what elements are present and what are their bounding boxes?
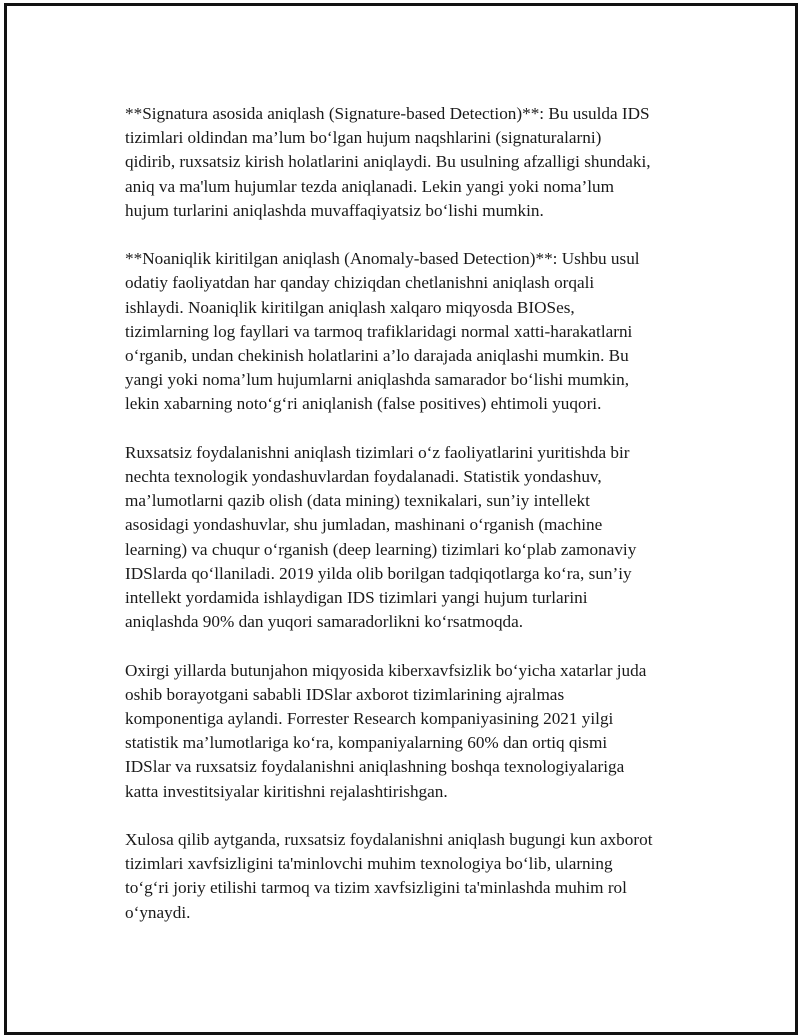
paragraph-signature-detection: **Signatura asosida aniqlash (Signature-based Detection)**: Bu usulda IDS tizimlari oldindan ma’lum bo‘lgan hujum naqshlarini (signaturalarni) qidirib, ruxsatsiz kirish holatlarini aniqlaydi. Bu usulning afzalligi shundaki, aniq va ma'lum hujumlar tezda aniqlanadi. Lekin yangi yoki noma’lum hujum turlarini aniqlashda muvaffaqiyatsiz bo‘lishi mumkin.: [125, 104, 651, 220]
paragraph-conclusion: Xulosa qilib aytganda, ruxsatsiz foydalanishni aniqlash bugungi kun axborot tizimlari xavfsizligini ta'minlovchi muhim texnologiya bo‘lib, ularning to‘g‘ri joriy etilishi tarmoq va tizim xavfsizligini ta'minlashda muhim rol o‘ynaydi.: [125, 830, 653, 922]
paragraph-recent-years: Oxirgi yillarda butunjahon miqyosida kiberxavfsizlik bo‘yicha xatarlar juda oshib borayotgani sababli IDSlar axborot tizimlarining ajralmas komponentiga aylandi. Forrester Research kompaniyasining 2021 yilgi statistik ma’lumotlariga ko‘ra, kompaniyalarning 60% dan ortiq qismi IDSlar va ruxsatsiz foydalanishni aniqlashning boshqa texnologiyalariga katta investitsiyalar kiritishni rejalashtirishgan.: [125, 660, 647, 801]
paragraph-anomaly-detection: **Noaniqlik kiritilgan aniqlash (Anomaly-based Detection)**: Ushbu usul odatiy faoliyatdan har qanday chiziqdan chetlanishni aniqlash orqali ishlaydi. Noaniqlik kiritilgan aniqlash xalqaro miqyosda BIOSes, tizimlarning log fayllari va tarmoq trafiklaridagi normal xatti-harakatlarni o‘rganib, undan chekinish holatlarini a’lo darajada aniqlashi mumkin. Bu yangi yoki noma’lum hujumlarni aniqlashda samarador bo‘lishi mumkin, lekin xabarning noto‘g‘ri aniqlanish (false positives) ehtimoli yuqori.: [125, 249, 640, 414]
document-body: [125, 102, 691, 949]
page-frame: [4, 3, 798, 1035]
paragraph-technologies: Ruxsatsiz foydalanishni aniqlash tizimlari o‘z faoliyatlarini yuritishda bir nechta texnologik yondashuvlardan foydalanadi. Statistik yondashuv, ma’lumotlarni qazib olish (data mining) texnikalari, sun’iy intellekt asosidagi yondashuvlar, shu jumladan, mashinani o‘rganish (machine learning) va chuqur o‘rganish (deep learning) tizimlari ko‘plab zamonaviy IDSlarda qo‘llaniladi. 2019 yilda olib borilgan tadqiqotlarga ko‘ra, sun’iy intellekt yordamida ishlaydigan IDS tizimlari yangi hujum turlarini aniqlashda 90% dan yuqori samaradorlikni ko‘rsatmoqda.: [125, 442, 637, 632]
